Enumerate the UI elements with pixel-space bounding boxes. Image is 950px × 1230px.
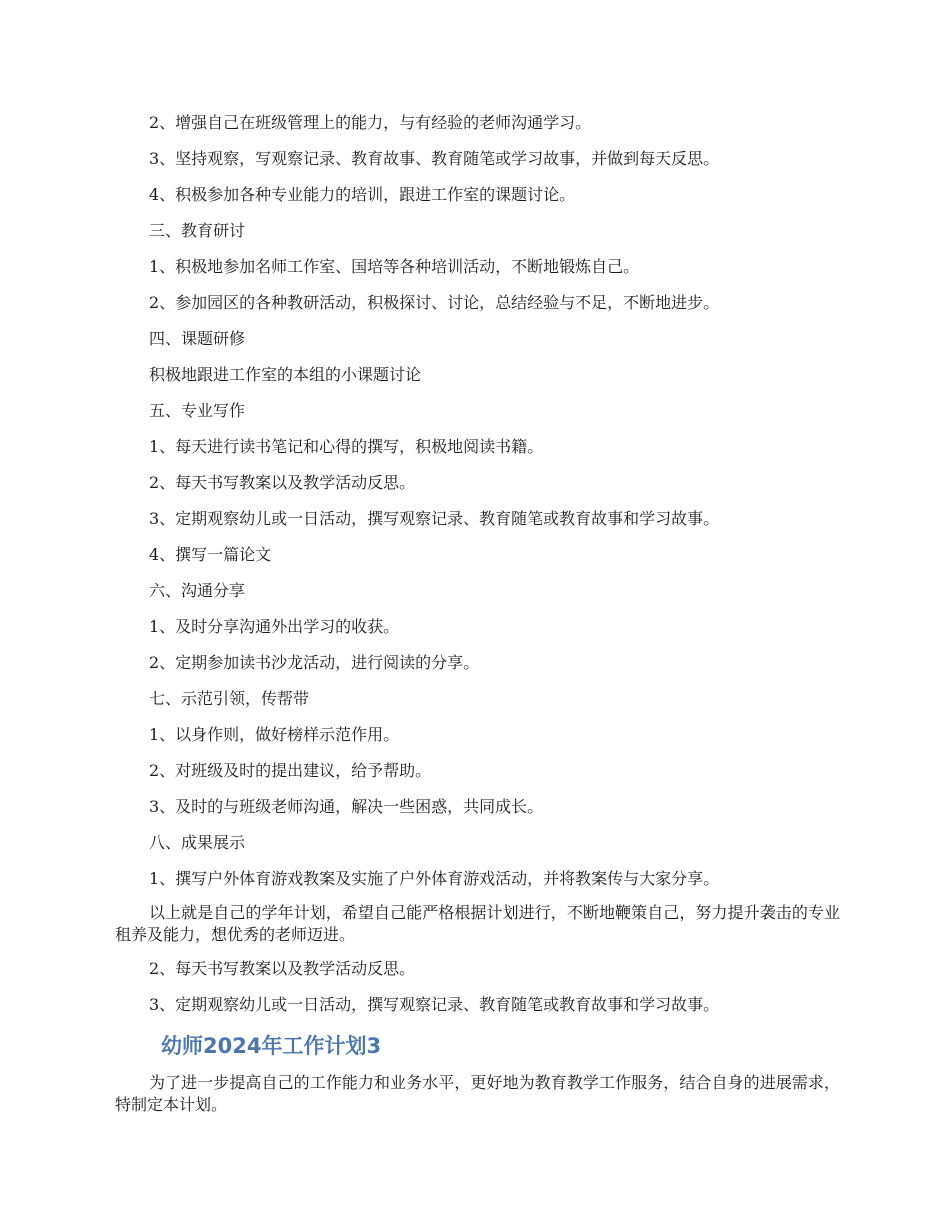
section-title: 六、沟通分享 <box>149 581 246 600</box>
list-item: 1、及时分享沟通外出学习的收获。 <box>149 617 400 636</box>
list-item: 3、定期观察幼儿或一日活动，撰写观察记录、教育随笔或教育故事和学习故事。 <box>149 509 720 528</box>
list-item: 2、增强自己在班级管理上的能力，与有经验的老师沟通学习。 <box>149 113 592 132</box>
list-item: 1、以身作则，做好榜样示范作用。 <box>149 725 400 744</box>
list-item: 3、坚持观察，写观察记录、教育故事、教育随笔或学习故事，并做到每天反思。 <box>149 149 720 168</box>
intro-paragraph: 为了进一步提高自己的工作能力和业务水平，更好地为教育教学工作服务，结合自身的进展需求，特制定本计划。 <box>115 1073 840 1114</box>
list-item: 积极地跟进工作室的本组的小课题讨论 <box>149 365 422 384</box>
list-item: 2、对班级及时的提出建议，给予帮助。 <box>149 761 432 780</box>
summary-paragraph: 以上就是自己的学年计划，希望自己能严格根据计划进行，不断地鞭策自己，努力提升袭击的专业租养及能力，想优秀的老师迈进。 <box>115 903 840 944</box>
list-item: 2、定期参加读书沙龙活动，进行阅读的分享。 <box>149 653 480 672</box>
list-item: 2、每天书写教案以及教学活动反思。 <box>149 959 416 978</box>
list-item: 1、积极地参加名师工作室、国培等各种培训活动，不断地锻炼自己。 <box>149 257 640 276</box>
section-heading: 幼师2024年工作计划3 <box>161 1034 382 1058</box>
list-item: 3、定期观察幼儿或一日活动，撰写观察记录、教育随笔或教育故事和学习故事。 <box>149 995 720 1014</box>
list-item: 4、撰写一篇论文 <box>149 545 272 564</box>
list-item: 1、每天进行读书笔记和心得的撰写，积极地阅读书籍。 <box>149 437 544 456</box>
list-item: 1、撰写户外体育游戏教案及实施了户外体育游戏活动，并将教案传与大家分享。 <box>149 869 720 888</box>
section-title: 三、教育研讨 <box>149 221 246 240</box>
document-body <box>115 110 840 1126</box>
section-title: 八、成果展示 <box>149 833 246 852</box>
section-title: 五、专业写作 <box>149 401 246 420</box>
list-item: 4、积极参加各种专业能力的培训，跟进工作室的课题讨论。 <box>149 185 576 204</box>
section-title: 四、课题研修 <box>149 329 246 348</box>
list-item: 2、每天书写教案以及教学活动反思。 <box>149 473 416 492</box>
list-item: 3、及时的与班级老师沟通，解决一些困惑，共同成长。 <box>149 797 544 816</box>
section-title: 七、示范引领，传帮带 <box>149 689 310 708</box>
list-item: 2、参加园区的各种教研活动，积极探讨、讨论，总结经验与不足，不断地进步。 <box>149 293 720 312</box>
